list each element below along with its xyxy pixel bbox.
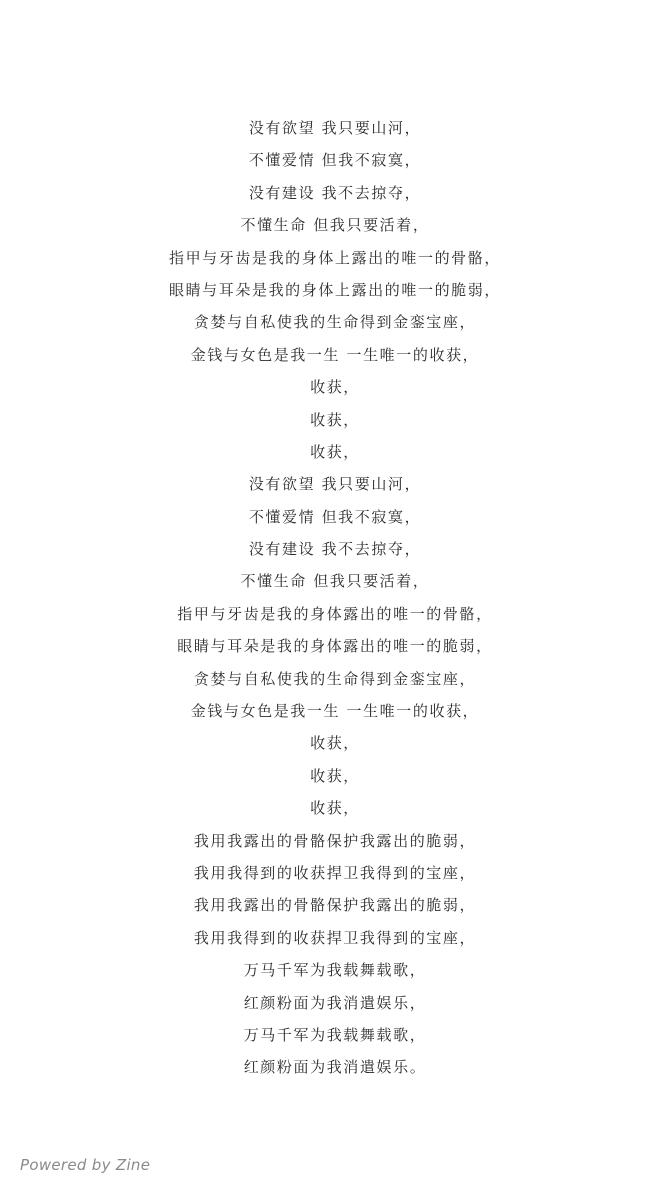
poem-line: 眼睛与耳朵是我的身体上露出的唯一的脆弱， [168, 280, 501, 299]
poem-line: 万马千军为我载舞载歌， [243, 1025, 427, 1044]
poem-line: 贪婪与自私使我的生命得到金銮宝座， [193, 669, 477, 688]
poem-line: 不懂爱情 但我不寂寞， [248, 507, 422, 526]
poem-line: 不懂生命 但我只要活着， [240, 216, 430, 235]
poem-line: 收获， [310, 734, 360, 753]
poem-line: 没有建设 我不去掠夺， [248, 540, 422, 559]
poem-line: 我用我得到的收获捍卫我得到的宝座， [193, 863, 477, 882]
poem-line: 我用我露出的骨骼保护我露出的脆弱， [193, 831, 477, 850]
poem-line: 指甲与牙齿是我的身体露出的唯一的骨骼， [177, 604, 493, 623]
poem-line: 贪婪与自私使我的生命得到金銮宝座， [193, 313, 477, 332]
poem-line: 金钱与女色是我一生 一生唯一的收获， [190, 702, 480, 721]
poem-line: 没有欲望 我只要山河， [248, 475, 422, 494]
poem-line: 不懂爱情 但我不寂寞， [248, 151, 422, 170]
poem-line: 眼睛与耳朵是我的身体露出的唯一的脆弱， [177, 637, 493, 656]
poem-line: 金钱与女色是我一生 一生唯一的收获， [190, 345, 480, 364]
poem-text [0, 112, 670, 1084]
poem-line: 收获， [310, 410, 360, 429]
poem-line: 收获， [310, 442, 360, 461]
poem-line: 收获， [310, 799, 360, 818]
poem-line: 收获， [310, 766, 360, 785]
poem-line: 指甲与牙齿是我的身体上露出的唯一的骨骼， [168, 248, 501, 267]
poem-line: 万马千军为我载舞载歌， [243, 961, 427, 980]
poem-line: 红颜粉面为我消遣娱乐。 [243, 1058, 427, 1077]
poem-line: 不懂生命 但我只要活着， [240, 572, 430, 591]
powered-by-footer[interactable]: Powered by Zine [20, 1156, 151, 1174]
poem-line: 没有欲望 我只要山河， [248, 119, 422, 137]
poem-line: 没有建设 我不去掠夺， [248, 183, 422, 202]
poem-line: 红颜粉面为我消遣娱乐， [243, 993, 427, 1012]
poem-line: 收获， [310, 378, 360, 397]
poem-line: 我用我露出的骨骼保护我露出的脆弱， [193, 896, 477, 915]
poem-line: 我用我得到的收获捍卫我得到的宝座， [193, 928, 477, 947]
